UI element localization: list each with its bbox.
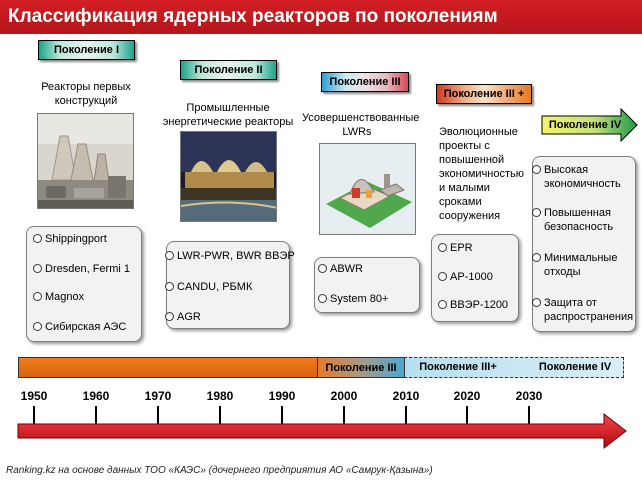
bullet-icon: [532, 298, 541, 307]
year-label: 1980: [206, 389, 234, 403]
gen4-arrow: [541, 108, 638, 142]
gen1-reactor-photo: [37, 113, 134, 209]
list-item: LWR-PWR, BWR ВВЭР: [165, 249, 295, 263]
bullet-icon: [33, 322, 42, 331]
timeline-segment-gen1-2: [18, 357, 318, 378]
bullet-icon: [532, 208, 541, 217]
list-item: ABWR: [318, 262, 363, 276]
list-item: ВВЭР-1200: [438, 298, 508, 312]
list-item: Shippingport: [33, 232, 107, 246]
list-item: EPR: [438, 241, 473, 255]
list-item: Dresden, Fermi 1: [33, 262, 130, 276]
list-item: AP-1000: [438, 270, 493, 284]
gen3-description: Усовершенствованные LWRs: [302, 112, 420, 138]
list-item: Защита от распространения: [532, 296, 636, 324]
gen2-label: Поколение II: [180, 60, 277, 80]
page-title: Классификация ядерных реакторов по поколениям: [8, 6, 498, 27]
timeline-gen4-label: Поколение IV: [538, 361, 612, 373]
year-label: 2020: [453, 389, 481, 403]
gen2-reactor-photo: [180, 131, 277, 222]
source-footer: Ranking.kz на основе данных ТОО «КАЭС» (дочернего предприятия АО «Самрук-Қазына»): [6, 465, 433, 476]
list-item: CANDU, РБМК: [165, 280, 252, 294]
timeline-segment-gen3: Поколение III: [317, 357, 405, 378]
bullet-icon: [318, 264, 327, 273]
year-label: 2010: [392, 389, 420, 403]
list-item: Сибирская АЭС: [33, 320, 126, 334]
year-label: 2000: [330, 389, 358, 403]
title-bar: [0, 0, 642, 34]
timeline-gen3plus-label: Поколение III+: [419, 361, 497, 373]
year-label: 1960: [82, 389, 110, 403]
bullet-icon: [33, 292, 42, 301]
bullet-icon: [165, 251, 174, 260]
gen1-label: Поколение I: [38, 40, 135, 60]
bullet-icon: [165, 282, 174, 291]
year-label: 1950: [20, 389, 48, 403]
gen3-label: Поколение III: [321, 72, 409, 92]
list-item: Повышенная безопасность: [532, 206, 636, 234]
list-item: Magnox: [33, 290, 84, 304]
year-label: 1990: [268, 389, 296, 403]
bullet-icon: [438, 272, 447, 281]
year-label: 2030: [515, 389, 543, 403]
year-label: 1970: [144, 389, 172, 403]
list-item: Высокая экономичность: [532, 163, 636, 191]
time-arrow: [0, 404, 642, 456]
list-item: System 80+: [318, 292, 388, 306]
bullet-icon: [318, 294, 327, 303]
bullet-icon: [438, 243, 447, 252]
gen3plus-label: Поколение III +: [436, 84, 532, 104]
gen1-description: Реакторы первых конструкций: [41, 81, 131, 107]
gen2-description: Промышленные энергетические реакторы: [162, 102, 294, 128]
bullet-icon: [438, 300, 447, 309]
gen3-reactor-photo: [319, 143, 416, 235]
gen4-label: Поколение IV: [548, 119, 622, 131]
bullet-icon: [532, 253, 541, 262]
bullet-icon: [165, 312, 174, 321]
bullet-icon: [532, 165, 541, 174]
bullet-icon: [33, 234, 42, 243]
bullet-icon: [33, 264, 42, 273]
list-item: AGR: [165, 310, 201, 324]
list-item: Минимальные отходы: [532, 251, 636, 279]
gen3plus-description: Эволюционные проекты с повышенной экономичностью и малыми сроками сооружения: [439, 126, 525, 222]
